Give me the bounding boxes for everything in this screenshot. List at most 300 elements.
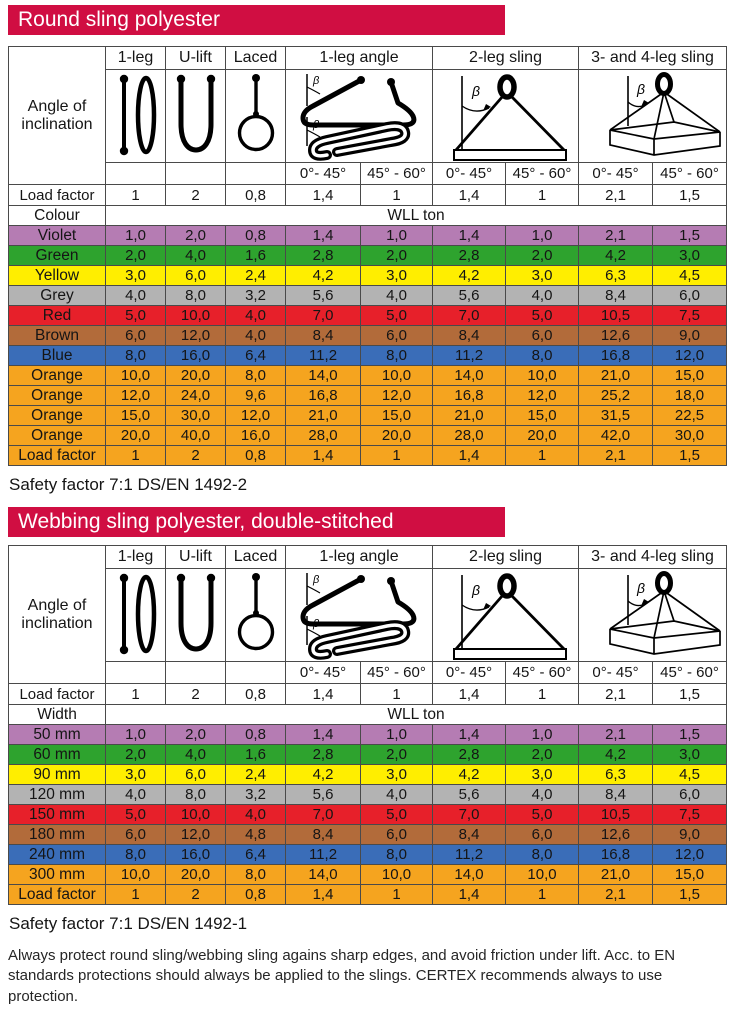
wll-value-cell: 6,3	[579, 765, 653, 785]
load-factor-value: 0,8	[226, 185, 286, 206]
wll-value-cell: 1	[106, 446, 166, 466]
data-row-120-mm	[9, 785, 727, 805]
row-label: Brown	[9, 326, 106, 346]
wll-value-cell: 10,0	[506, 865, 579, 885]
empty-cell	[226, 662, 286, 684]
data-row-240-mm	[9, 845, 727, 865]
wll-value-cell: 5,0	[361, 306, 433, 326]
section-title: Webbing sling polyester, double-stitched	[18, 510, 394, 533]
wll-value-cell: 16,8	[579, 845, 653, 865]
wll-value-cell: 31,5	[579, 406, 653, 426]
wll-value-cell: 21,0	[579, 366, 653, 386]
wll-value-cell: 5,0	[506, 306, 579, 326]
wll-value-cell: 10,0	[106, 865, 166, 885]
data-row-blue	[9, 346, 727, 366]
one-leg-angle-icon	[286, 569, 433, 662]
wll-value-cell: 12,0	[166, 326, 226, 346]
row-label: 300 mm	[9, 865, 106, 885]
load-factor-row	[9, 684, 727, 705]
wll-value-cell: 16,0	[166, 346, 226, 366]
svg-text:β: β	[312, 618, 319, 630]
wll-value-cell: 4,2	[579, 745, 653, 765]
row-label: Blue	[9, 346, 106, 366]
empty-cell	[106, 662, 166, 684]
empty-cell	[106, 163, 166, 185]
angle-range-low: 0°- 45°	[286, 163, 361, 185]
wll-value-cell: 0,8	[226, 725, 286, 745]
wll-value-cell: 5,6	[433, 785, 506, 805]
wll-value-cell: 1,0	[506, 226, 579, 246]
angle-range-high: 45° - 60°	[653, 662, 727, 684]
wll-value-cell: 2,1	[579, 446, 653, 466]
angle-range-low: 0°- 45°	[433, 662, 506, 684]
wll-value-cell: 8,0	[166, 785, 226, 805]
wll-unit-label: WLL ton	[106, 206, 727, 226]
wll-value-cell: 8,0	[106, 845, 166, 865]
wll-value-cell: 8,4	[286, 825, 361, 845]
load-factor-row	[9, 185, 727, 206]
svg-text:β: β	[471, 582, 480, 598]
load-factor-label: Load factor	[9, 185, 106, 206]
table-body	[9, 725, 727, 905]
load-factor-value: 0,8	[226, 684, 286, 705]
wll-value-cell: 1,5	[653, 885, 727, 905]
wll-value-cell: 4,5	[653, 266, 727, 286]
data-row-orange	[9, 406, 727, 426]
angle-range-low: 0°- 45°	[286, 662, 361, 684]
col-header-two-leg: 2-leg sling	[433, 546, 579, 569]
wll-value-cell: 2,1	[579, 885, 653, 905]
wll-value-cell: 1,0	[361, 725, 433, 745]
load-factor-value: 1,5	[653, 684, 727, 705]
data-row-60-mm	[9, 745, 727, 765]
wll-value-cell: 2,0	[166, 725, 226, 745]
icon-row	[9, 70, 727, 163]
wll-value-cell: 8,4	[579, 785, 653, 805]
wll-value-cell: 2	[166, 885, 226, 905]
wll-value-cell: 4,0	[361, 785, 433, 805]
wll-value-cell: 10,0	[106, 366, 166, 386]
wll-value-cell: 42,0	[579, 426, 653, 446]
load-factor-value: 1	[506, 185, 579, 206]
column-header-row	[9, 47, 727, 70]
wll-value-cell: 7,5	[653, 805, 727, 825]
webbing-sling-section	[8, 507, 726, 934]
wll-value-cell: 12,0	[106, 386, 166, 406]
wll-value-cell: 2,8	[433, 246, 506, 266]
angle-range-row	[9, 163, 727, 185]
wll-value-cell: 10,0	[506, 366, 579, 386]
wll-value-cell: 14,0	[286, 865, 361, 885]
wll-value-cell: 6,0	[361, 825, 433, 845]
wll-value-cell: 15,0	[106, 406, 166, 426]
wll-value-cell: 6,0	[361, 326, 433, 346]
wll-value-cell: 8,0	[166, 286, 226, 306]
row-label: Red	[9, 306, 106, 326]
wll-value-cell: 6,4	[226, 845, 286, 865]
wll-value-cell: 21,0	[579, 865, 653, 885]
angle-range-low: 0°- 45°	[433, 163, 506, 185]
empty-cell	[226, 163, 286, 185]
wll-value-cell: 2,0	[506, 745, 579, 765]
data-row-orange	[9, 386, 727, 406]
group-column-label: Colour	[9, 206, 106, 226]
wll-value-cell: 4,0	[166, 246, 226, 266]
wll-value-cell: 30,0	[166, 406, 226, 426]
wll-value-cell: 3,0	[106, 266, 166, 286]
safety-factor-note: Safety factor 7:1 DS/EN 1492-1	[9, 914, 248, 933]
data-row-load-factor	[9, 885, 727, 905]
wll-value-cell: 4,2	[286, 266, 361, 286]
wll-value-cell: 6,0	[506, 825, 579, 845]
data-row-green	[9, 246, 727, 266]
angle-range-high: 45° - 60°	[653, 163, 727, 185]
one-leg-icon	[106, 70, 166, 163]
wll-value-cell: 16,0	[166, 845, 226, 865]
data-row-grey	[9, 286, 727, 306]
wll-value-cell: 0,8	[226, 446, 286, 466]
wll-value-cell: 4,0	[166, 745, 226, 765]
wll-value-cell: 6,0	[653, 785, 727, 805]
wll-value-cell: 8,4	[433, 825, 506, 845]
wll-value-cell: 3,0	[506, 765, 579, 785]
wll-value-cell: 0,8	[226, 226, 286, 246]
row-label: Orange	[9, 406, 106, 426]
wll-value-cell: 7,0	[433, 306, 506, 326]
wll-value-cell: 4,8	[226, 825, 286, 845]
wll-value-cell: 15,0	[653, 366, 727, 386]
angle-range-high: 45° - 60°	[506, 163, 579, 185]
angle-of-inclination-label: Angle of inclination	[9, 546, 106, 684]
row-label: Orange	[9, 386, 106, 406]
wll-value-cell: 7,0	[286, 805, 361, 825]
load-factor-value: 2	[166, 185, 226, 206]
wll-value-cell: 30,0	[653, 426, 727, 446]
wll-value-cell: 5,0	[106, 805, 166, 825]
wll-value-cell: 8,0	[506, 845, 579, 865]
svg-text:β: β	[636, 81, 645, 97]
wll-value-cell: 20,0	[506, 426, 579, 446]
wll-value-cell: 2,0	[361, 246, 433, 266]
wll-value-cell: 8,0	[506, 346, 579, 366]
load-factor-value: 2,1	[579, 684, 653, 705]
one-leg-angle-icon	[286, 70, 433, 163]
wll-value-cell: 1,4	[286, 446, 361, 466]
angle-range-low: 0°- 45°	[579, 662, 653, 684]
wll-value-cell: 21,0	[433, 406, 506, 426]
wll-value-cell: 18,0	[653, 386, 727, 406]
empty-cell	[166, 163, 226, 185]
wll-value-cell: 1,5	[653, 446, 727, 466]
round-sling-table	[8, 46, 727, 466]
wll-value-cell: 3,2	[226, 785, 286, 805]
group-column-label: Width	[9, 705, 106, 725]
wll-value-cell: 1,0	[506, 725, 579, 745]
row-label: 180 mm	[9, 825, 106, 845]
angle-range-high: 45° - 60°	[361, 163, 433, 185]
col-header-one-leg-angle: 1-leg angle	[286, 546, 433, 569]
wll-value-cell: 16,8	[286, 386, 361, 406]
wll-value-cell: 4,0	[106, 785, 166, 805]
wll-value-cell: 6,0	[166, 765, 226, 785]
wll-value-cell: 24,0	[166, 386, 226, 406]
wll-value-cell: 15,0	[361, 406, 433, 426]
row-label: 90 mm	[9, 765, 106, 785]
data-row-50-mm	[9, 725, 727, 745]
wll-value-cell: 1,4	[286, 226, 361, 246]
wll-value-cell: 20,0	[106, 426, 166, 446]
wll-value-cell: 11,2	[433, 346, 506, 366]
wll-value-cell: 2,0	[106, 246, 166, 266]
wll-value-cell: 3,0	[653, 246, 727, 266]
wll-value-cell: 2,8	[433, 745, 506, 765]
wll-value-cell: 6,4	[226, 346, 286, 366]
col-header-laced: Laced	[226, 47, 286, 70]
svg-text:β: β	[636, 580, 645, 596]
wll-header-row	[9, 206, 727, 226]
col-header-u-lift: U-lift	[166, 546, 226, 569]
wll-value-cell: 1	[506, 446, 579, 466]
wll-value-cell: 11,2	[286, 346, 361, 366]
wll-value-cell: 7,5	[653, 306, 727, 326]
empty-cell	[166, 662, 226, 684]
wll-unit-label: WLL ton	[106, 705, 727, 725]
wll-value-cell: 1,4	[433, 226, 506, 246]
load-factor-value: 1	[106, 185, 166, 206]
wll-value-cell: 4,2	[433, 266, 506, 286]
data-row-violet	[9, 226, 727, 246]
wll-value-cell: 3,0	[506, 266, 579, 286]
wll-value-cell: 10,5	[579, 805, 653, 825]
angle-range-row	[9, 662, 727, 684]
load-factor-value: 1,5	[653, 185, 727, 206]
wll-value-cell: 6,0	[653, 286, 727, 306]
section-title-bar	[8, 5, 505, 35]
wll-value-cell: 2,4	[226, 765, 286, 785]
row-label: Green	[9, 246, 106, 266]
wll-value-cell: 20,0	[361, 426, 433, 446]
section-title-bar	[8, 507, 505, 537]
svg-text:β: β	[471, 83, 480, 99]
wll-value-cell: 12,0	[506, 386, 579, 406]
wll-value-cell: 16,0	[226, 426, 286, 446]
section-title: Round sling polyester	[18, 8, 220, 31]
wll-value-cell: 10,0	[361, 366, 433, 386]
wll-value-cell: 6,3	[579, 266, 653, 286]
wll-value-cell: 4,0	[106, 286, 166, 306]
load-factor-value: 1	[106, 684, 166, 705]
wll-value-cell: 7,0	[286, 306, 361, 326]
data-row-brown	[9, 326, 727, 346]
wll-value-cell: 4,2	[579, 246, 653, 266]
wll-value-cell: 4,0	[226, 306, 286, 326]
data-row-orange	[9, 426, 727, 446]
two-leg-sling-icon	[433, 569, 579, 662]
icon-row	[9, 569, 727, 662]
wll-value-cell: 8,0	[361, 845, 433, 865]
wll-value-cell: 11,2	[286, 845, 361, 865]
wll-value-cell: 0,8	[226, 885, 286, 905]
wll-value-cell: 22,5	[653, 406, 727, 426]
wll-value-cell: 10,5	[579, 306, 653, 326]
wll-value-cell: 4,0	[226, 805, 286, 825]
row-label: Yellow	[9, 266, 106, 286]
column-header-row	[9, 546, 727, 569]
wll-value-cell: 7,0	[433, 805, 506, 825]
wll-value-cell: 10,0	[361, 865, 433, 885]
row-label: 60 mm	[9, 745, 106, 765]
svg-text:β: β	[312, 574, 319, 586]
wll-value-cell: 8,0	[361, 346, 433, 366]
wll-value-cell: 3,0	[361, 765, 433, 785]
load-factor-value: 1,4	[433, 684, 506, 705]
protection-footnote: Always protect round sling/webbing sling agains sharp edges, and avoid friction under lift. Acc. to EN standards protections should always be applied to the slings. CERTEX recommends always to use protection.	[8, 947, 676, 1005]
wll-value-cell: 11,2	[433, 845, 506, 865]
wll-value-cell: 12,6	[579, 326, 653, 346]
round-sling-section	[8, 5, 726, 495]
wll-value-cell: 1,6	[226, 246, 286, 266]
wll-value-cell: 28,0	[433, 426, 506, 446]
wll-value-cell: 5,6	[286, 785, 361, 805]
three-four-leg-sling-icon	[579, 569, 727, 662]
col-header-u-lift: U-lift	[166, 47, 226, 70]
wll-value-cell: 2,4	[226, 266, 286, 286]
load-factor-value: 1	[361, 185, 433, 206]
wll-value-cell: 8,0	[106, 346, 166, 366]
table-body	[9, 226, 727, 466]
wll-value-cell: 3,0	[653, 745, 727, 765]
col-header-two-leg: 2-leg sling	[433, 47, 579, 70]
webbing-sling-table	[8, 545, 727, 905]
svg-text:β: β	[312, 119, 319, 131]
laced-icon	[226, 70, 286, 163]
wll-value-cell: 4,2	[286, 765, 361, 785]
wll-value-cell: 10,0	[166, 306, 226, 326]
wll-header-row	[9, 705, 727, 725]
col-header-three-four-leg: 3- and 4-leg sling	[579, 47, 727, 70]
wll-value-cell: 2,0	[506, 246, 579, 266]
load-factor-value: 2,1	[579, 185, 653, 206]
data-row-load-factor	[9, 446, 727, 466]
data-row-90-mm	[9, 765, 727, 785]
row-label: Grey	[9, 286, 106, 306]
safety-factor-note: Safety factor 7:1 DS/EN 1492-2	[9, 475, 248, 494]
load-factor-value: 2	[166, 684, 226, 705]
wll-value-cell: 2	[166, 446, 226, 466]
row-label: Orange	[9, 366, 106, 386]
load-factor-label: Load factor	[9, 684, 106, 705]
row-label: 120 mm	[9, 785, 106, 805]
wll-value-cell: 3,0	[361, 266, 433, 286]
wll-value-cell: 1	[506, 885, 579, 905]
wll-value-cell: 1	[361, 446, 433, 466]
wll-value-cell: 4,2	[433, 765, 506, 785]
wll-value-cell: 12,0	[166, 825, 226, 845]
wll-value-cell: 14,0	[433, 865, 506, 885]
wll-value-cell: 2,0	[106, 745, 166, 765]
row-label: Load factor	[9, 885, 106, 905]
data-row-300-mm	[9, 865, 727, 885]
wll-value-cell: 8,4	[286, 326, 361, 346]
wll-value-cell: 2,0	[361, 745, 433, 765]
wll-value-cell: 1,0	[361, 226, 433, 246]
wll-value-cell: 3,2	[226, 286, 286, 306]
wll-value-cell: 15,0	[506, 406, 579, 426]
wll-value-cell: 1,0	[106, 725, 166, 745]
three-four-leg-sling-icon	[579, 70, 727, 163]
wll-value-cell: 2,1	[579, 226, 653, 246]
row-label: 150 mm	[9, 805, 106, 825]
data-row-orange	[9, 366, 727, 386]
wll-value-cell: 4,0	[361, 286, 433, 306]
wll-value-cell: 21,0	[286, 406, 361, 426]
wll-value-cell: 2,0	[166, 226, 226, 246]
wll-value-cell: 5,6	[286, 286, 361, 306]
wll-value-cell: 40,0	[166, 426, 226, 446]
angle-range-low: 0°- 45°	[579, 163, 653, 185]
wll-value-cell: 12,0	[226, 406, 286, 426]
wll-value-cell: 5,0	[106, 306, 166, 326]
wll-value-cell: 1	[106, 885, 166, 905]
wll-value-cell: 4,0	[506, 785, 579, 805]
wll-value-cell: 1,6	[226, 745, 286, 765]
wll-value-cell: 12,0	[653, 346, 727, 366]
wll-value-cell: 1,4	[433, 725, 506, 745]
u-lift-icon	[166, 569, 226, 662]
load-factor-value: 1	[361, 684, 433, 705]
two-leg-sling-icon	[433, 70, 579, 163]
row-label: Load factor	[9, 446, 106, 466]
wll-value-cell: 25,2	[579, 386, 653, 406]
wll-value-cell: 1,4	[286, 885, 361, 905]
one-leg-icon	[106, 569, 166, 662]
data-row-yellow	[9, 266, 727, 286]
wll-value-cell: 9,0	[653, 825, 727, 845]
wll-value-cell: 1,0	[106, 226, 166, 246]
wll-value-cell: 6,0	[166, 266, 226, 286]
wll-value-cell: 4,0	[226, 326, 286, 346]
wll-value-cell: 12,0	[653, 845, 727, 865]
load-factor-value: 1,4	[286, 185, 361, 206]
u-lift-icon	[166, 70, 226, 163]
col-header-one-leg-angle: 1-leg angle	[286, 47, 433, 70]
wll-value-cell: 28,0	[286, 426, 361, 446]
wll-value-cell: 1,5	[653, 725, 727, 745]
wll-value-cell: 10,0	[166, 805, 226, 825]
wll-value-cell: 1,4	[433, 446, 506, 466]
wll-value-cell: 1,5	[653, 226, 727, 246]
wll-value-cell: 14,0	[286, 366, 361, 386]
wll-value-cell: 6,0	[506, 326, 579, 346]
row-label: 240 mm	[9, 845, 106, 865]
row-label: Violet	[9, 226, 106, 246]
table-header	[9, 546, 727, 725]
wll-value-cell: 12,0	[361, 386, 433, 406]
wll-value-cell: 5,0	[506, 805, 579, 825]
wll-value-cell: 16,8	[579, 346, 653, 366]
row-label: 50 mm	[9, 725, 106, 745]
wll-value-cell: 5,6	[433, 286, 506, 306]
data-row-red	[9, 306, 727, 326]
wll-value-cell: 4,0	[506, 286, 579, 306]
laced-icon	[226, 569, 286, 662]
col-header-one-leg: 1-leg	[106, 47, 166, 70]
wll-value-cell: 1	[361, 885, 433, 905]
wll-value-cell: 6,0	[106, 326, 166, 346]
load-factor-value: 1	[506, 684, 579, 705]
load-factor-value: 1,4	[433, 185, 506, 206]
wll-value-cell: 20,0	[166, 366, 226, 386]
